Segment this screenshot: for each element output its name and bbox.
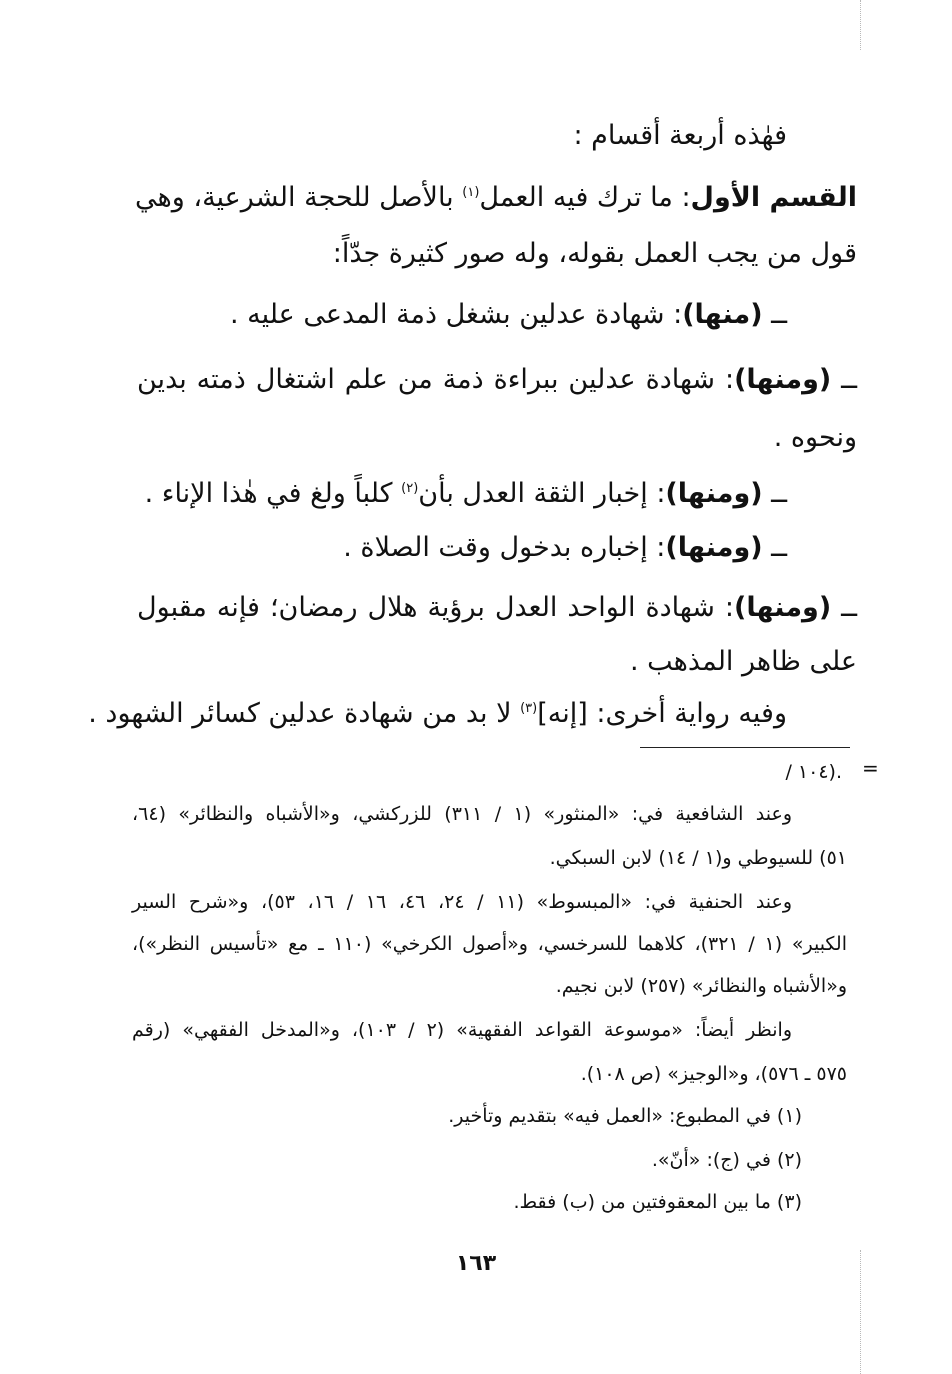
footnote-text: وانظر أيضاً: «موسوعة القواعد الفقهية» (٢ / ١٠٣)، و«المدخل الفقهي» (رقم xyxy=(132,1019,792,1041)
item-text-cont: ونحوه . xyxy=(773,422,857,453)
endnote-2 xyxy=(652,1146,802,1174)
footnote-ref-2: (٢) xyxy=(401,481,419,496)
footnote-line-4 xyxy=(132,888,792,916)
page-edge-line-top xyxy=(860,0,861,50)
section-second-line xyxy=(333,236,857,272)
endnote-text: (١) في المطبوع: «العمل فيه» بتقديم وتأخير. xyxy=(448,1105,802,1127)
item-label: (ومنها) xyxy=(734,592,832,623)
item-line-5-cont xyxy=(630,644,857,680)
item-text-cont: كلباً ولغ في هٰذا الإناء . xyxy=(144,478,402,509)
item-text: : إخباره بدخول وقت الصلاة . xyxy=(343,532,666,563)
footnote-line-7 xyxy=(132,1016,792,1044)
narration-line xyxy=(88,696,787,732)
footnote-text: ٥٧٥ ـ ٥٧٦)، و«الوجيز» (ص ١٠٨). xyxy=(580,1063,847,1085)
footnote-line-8 xyxy=(581,1060,847,1088)
item-label: (ومنها) xyxy=(665,478,763,509)
footnote-text: / ١٠٤). xyxy=(785,761,842,783)
narration-text-cont: لا بد من شهادة عدلين كسائر الشهود . xyxy=(88,698,521,729)
footnote-text: وعند الشافعية في: «المنثور» (١ / ٣١١) للزركشي، و«الأشباه والنظائر» (٦٤، xyxy=(132,803,792,825)
item-line-4 xyxy=(343,530,787,566)
item-dash: ــ xyxy=(831,364,858,395)
item-label: (ومنها) xyxy=(734,364,832,395)
item-text: : إخبار الثقة العدل بأن xyxy=(418,478,666,509)
footnote-text: و«الأشباه والنظائر» (٢٥٧) لابن نجيم. xyxy=(555,975,847,997)
footnote-line-3 xyxy=(550,844,847,872)
page-edge-line-bottom xyxy=(860,1250,861,1374)
item-dash: ــ xyxy=(762,478,787,509)
section-first-line xyxy=(134,180,857,216)
footnote-line-6 xyxy=(556,972,847,1000)
item-line-5 xyxy=(137,590,857,626)
footnote-text: ٥١) للسيوطي و(١ / ١٤) لابن السبكي. xyxy=(549,847,847,869)
narration-text: وفيه رواية أخرى: [إنه] xyxy=(537,698,787,729)
endnote-text: (٢) في (ج): «أنّ». xyxy=(651,1149,802,1171)
footnote-line-5 xyxy=(132,930,847,958)
item-line-2-cont xyxy=(774,420,857,456)
page-number: ١٦٣ xyxy=(455,1251,497,1276)
section-text-cont: بالأصل للحجة الشرعية، وهي xyxy=(134,182,463,213)
section-text-line2: قول من يجب العمل بقوله، وله صور كثيرة جدّاً: xyxy=(332,238,857,269)
footnote-line-1 xyxy=(785,758,842,786)
item-line-1 xyxy=(230,297,787,333)
endnote-3 xyxy=(513,1188,802,1216)
item-label: (ومنها) xyxy=(665,532,763,563)
intro-text: فهٰذه أربعة أقسام : xyxy=(573,120,787,151)
footnote-text: وعند الحنفية في: «المبسوط» (١١ / ٢٤، ٤٦، ١٦ / ١٦، ٥٣)، و«شرح السير xyxy=(132,891,793,913)
item-line-2 xyxy=(137,362,857,398)
footnote-separator xyxy=(640,747,850,748)
item-dash: ــ xyxy=(762,532,787,563)
footnote-ref-3: (٣) xyxy=(520,701,538,716)
item-text: : شهادة عدلين بشغل ذمة المدعى عليه . xyxy=(229,299,683,330)
item-text: : شهادة الواحد العدل برؤية هلال رمضان؛ فإنه مقبول xyxy=(137,592,734,623)
section-text: : ما ترك فيه العمل xyxy=(479,182,691,213)
footnote-line-2 xyxy=(132,800,792,828)
section-heading: القسم الأول xyxy=(690,182,857,213)
endnote-text: (٣) ما بين المعقوفتين من (ب) فقط. xyxy=(513,1191,802,1213)
item-label: (منها) xyxy=(682,299,763,330)
item-dash: ــ xyxy=(762,299,787,330)
footnote-ref-1: (١) xyxy=(462,185,480,200)
item-text: : شهادة عدلين ببراءة ذمة من علم اشتغال ذمته بدين xyxy=(137,364,735,395)
endnote-1 xyxy=(448,1102,802,1130)
item-text-cont: على ظاهر المذهب . xyxy=(630,646,857,677)
item-dash: ــ xyxy=(831,592,857,623)
footnote-text: الكبير» (١ / ٣٢١)، كلاهما للسرخسي، و«أصول الكرخي» (١١٠ ـ مع «تأسيس النظر»)، xyxy=(132,933,847,955)
continuation-mark: = xyxy=(862,756,879,780)
intro-line xyxy=(573,118,787,154)
item-line-3 xyxy=(145,476,787,512)
